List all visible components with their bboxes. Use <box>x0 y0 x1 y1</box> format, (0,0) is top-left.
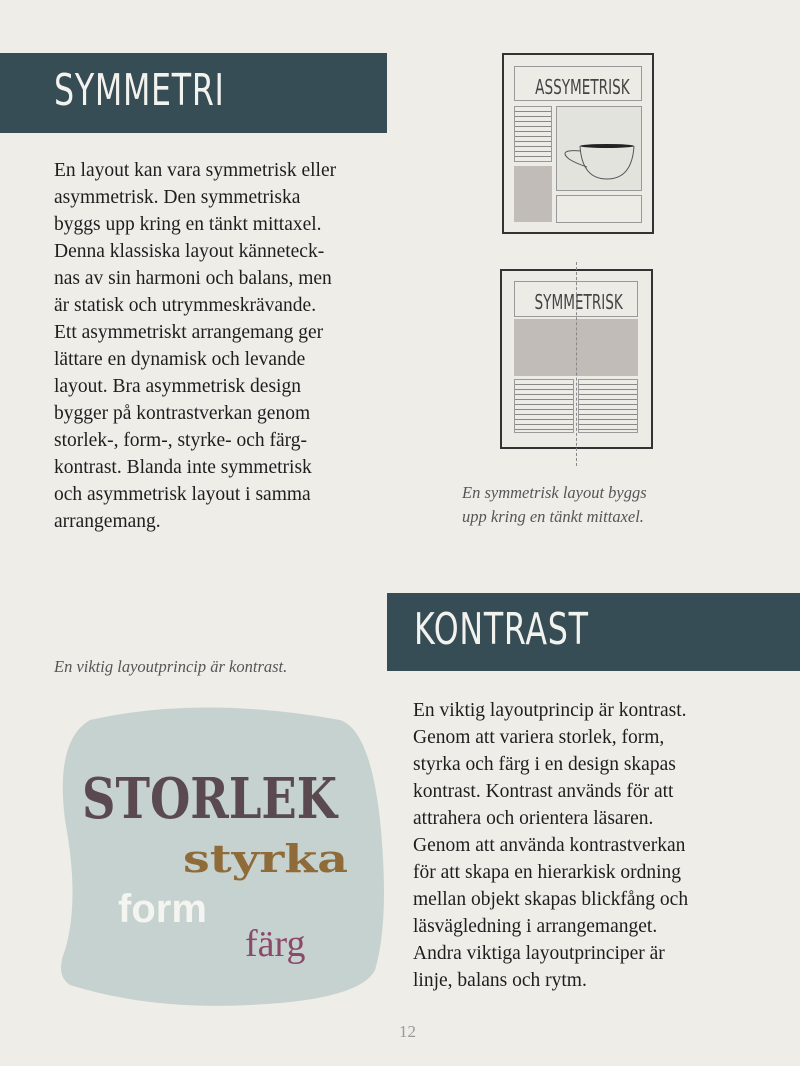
kontrast-caption <box>54 655 287 679</box>
text-line: Ett asymmetriskt arrangemang ger <box>54 322 324 343</box>
text-line: styrka och färg i en design skapas <box>413 754 676 775</box>
text-line: byggs upp kring en tänkt mittaxel. <box>54 214 322 235</box>
text-line: En symmetrisk layout byggs <box>462 483 647 502</box>
text-line: läsvägledning i arrangemanget. <box>413 916 658 937</box>
caption-text: En viktig layoutprincip är kontrast. <box>54 657 288 676</box>
section-title: KONTRAST <box>414 604 589 655</box>
text-line: Andra viktiga layoutprinciper är <box>413 943 665 964</box>
text-line: är statisk och utrymmeskrävande. <box>54 295 317 316</box>
text-line: En layout kan vara symmetrisk eller <box>54 160 337 181</box>
text-line: asymmetrisk. Den symmetriska <box>54 187 301 208</box>
text-line: Denna klassiska layout känneteck- <box>54 241 325 262</box>
kontrast-body <box>413 697 688 994</box>
diagram-title: ASSYMETRISK <box>535 75 630 99</box>
text-line: upp kring en tänkt mittaxel. <box>462 507 644 526</box>
text-line: och asymmetrisk layout i samma <box>54 484 311 505</box>
text-line: Genom att använda kontrastverkan <box>413 835 686 856</box>
text-line: layout. Bra asymmetrisk design <box>54 376 301 397</box>
text-line: kontrast. Kontrast används för att <box>413 781 674 802</box>
text-line: Genom att variera storlek, form, <box>413 727 665 748</box>
text-line: En viktig layoutprincip är kontrast. <box>413 700 687 721</box>
center-axis <box>576 262 577 466</box>
storlek-word: STORLEK <box>82 766 339 832</box>
text-line: bygger på kontrastverkan genom <box>54 403 311 424</box>
text-line: nas av sin harmoni och balans, men <box>54 268 332 289</box>
farg-word: färg <box>245 923 306 965</box>
diagram-caption <box>462 481 647 529</box>
kontrast-banner <box>387 593 800 671</box>
section-title: SYMMETRI <box>54 65 225 116</box>
text-line: mellan objekt skapas blickfång och <box>413 889 689 910</box>
asymmetric-diagram <box>502 53 654 234</box>
diagram-title: SYMMETRISK <box>534 290 623 314</box>
symmetri-body <box>54 157 336 535</box>
text-line: attrahera och orientera läsaren. <box>413 808 654 829</box>
text-line: kontrast. Blanda inte symmetrisk <box>54 457 312 478</box>
text-line: linje, balans och rytm. <box>413 970 587 991</box>
contrast-illustration <box>50 700 390 1010</box>
text-line: för att skapa en hierarkisk ordning <box>413 862 682 883</box>
symmetri-banner <box>0 53 387 133</box>
form-word: form <box>118 887 207 931</box>
text-line: arrangemang. <box>54 511 161 532</box>
styrka-word: styrka <box>183 836 348 881</box>
text-line: lättare en dynamisk och levande <box>54 349 306 370</box>
text-line: storlek-, form-, styrke- och färg- <box>54 430 308 451</box>
page-number: 12 <box>399 1022 416 1041</box>
coffee-cup-icon <box>557 107 641 191</box>
